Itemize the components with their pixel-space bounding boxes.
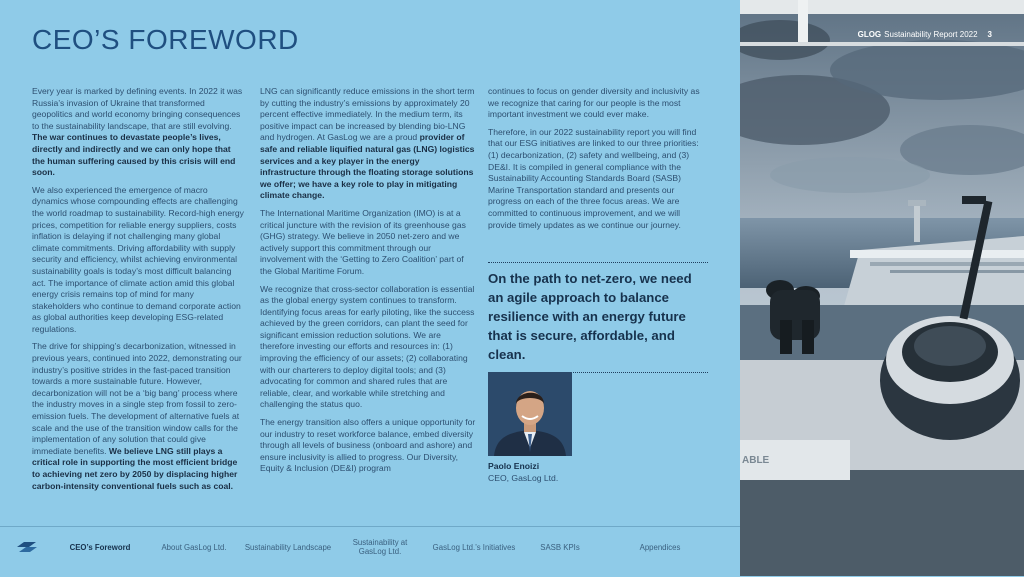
report-header: [858, 30, 992, 39]
paragraph-bold: The war continues to devastate people’s lives, directly and indirectly and we can only hope that the human suffering caused by this crisis will end soon.: [32, 132, 236, 178]
text-column-2: [260, 86, 476, 481]
ceo-portrait: [488, 372, 572, 456]
signature-name: Paolo Enoizi: [488, 461, 540, 471]
nav-ceo-foreword[interactable]: CEO’s Foreword: [69, 542, 131, 552]
paragraph-bold: We believe LNG still plays a critical role in supporting the most efficient bridge to achieving net zero by 2050 by displacing higher carbon-intensity conventional fuels such as coal.: [32, 445, 238, 491]
paragraph: The International Maritime Organization (IMO) is at a critical juncture with the revision of its greenhouse gas (GHG) strategy. We believe in 2050 net-zero and we actively support this commitment through our involvement with the ‘Getting to Zero Coalition’ part of the Global Maritime Forum.: [260, 207, 466, 276]
signature-role: CEO, GasLog Ltd.: [488, 473, 559, 483]
photo-caption: ABLE: [742, 455, 770, 466]
nav-sustainability-at-gaslog[interactable]: Sustainability at GasLog Ltd.: [352, 538, 408, 556]
pull-quote: On the path to net-zero, we need an agile approach to balance resilience with an energy future that is secure, affordable, and clean.: [488, 262, 708, 373]
paragraph: The energy transition also offers a unique opportunity for our industry to reset workforce balance, embed diversity through all levels of business (onboard and ashore) and ensure inclusivity is allied to progress. Our Diversity, Equity & Inclusion (DE&I) program: [260, 417, 476, 474]
nav-about-gaslog[interactable]: About GasLog Ltd.: [161, 542, 227, 552]
ship-deck-photo: [740, 0, 1024, 576]
paragraph-bold: provider of safe and reliable liquified natural gas (LNG) logistics services and a key player in the energy infrastructure through the floating storage solutions we offer; we have a key role to play in mitigating climate change.: [260, 132, 475, 201]
nav-appendices[interactable]: Appendices: [639, 542, 681, 552]
paragraph: We recognize that cross-sector collaboration is essential as the global energy system continues to transform. Identifying focus areas for early piloting, like the success achieved by the green corridors, can plant the seed for significant emission reduction solutions. We are therefore investing our efforts and resources in: (1) improving the efficiency of our assets; (2) collaborating with our charterers to deploy digital tools; and (3) advocating for common and shared rules that are reliable, clear, and workable while stretching and challenging the status quo.: [260, 283, 475, 410]
paragraph: [32, 86, 244, 179]
footer-nav: [0, 526, 740, 577]
page-number: 3: [987, 30, 992, 39]
nav-sasb-kpis[interactable]: SASB KPIs: [540, 542, 580, 552]
paragraph: continues to focus on gender diversity and inclusivity as we recognize that caring for our people is the most important investment we could ever make.: [488, 86, 700, 120]
brand-label: GLOG: [857, 30, 882, 39]
paragraph: Therefore, in our 2022 sustainability report you will find that our ESG initiatives are linked to our three priorities: (1) decarbonization, (2) safety and wellbeing, and (3) DE&I. It is compiled in general compliance with the Sustainability Accounting Standards Board (SASB) Marine Transportation standard and presents our progress on each of the three focus areas. We are committed to continuous improvement, and we will provide timely updates as we continue our journey.: [488, 126, 699, 230]
paragraph-text: Every year is marked by defining events. In 2022 it was Russia’s invasion of Ukraine that transformed geopolitics and world economy bringing consequences to the sustainability landscape, that are still evolving.: [32, 86, 243, 131]
paragraph-text: The drive for shipping’s decarbonization, witnessed in previous years, continued into 2022, demonstrating our industry’s positive strides in the fast-paced transition towards a more sustainable future. However, decarbonization will not be a ‘big bang’ process where the industry moves in a single step from fossil to zero-emission fuels. The development of alternative fuels at scale and the use of the transition window calls for the implementation of any solution that could give immediate benefits.: [32, 341, 242, 456]
nav-sustainability-landscape[interactable]: Sustainability Landscape: [244, 542, 332, 552]
paragraph-text: LNG can significantly reduce emissions in the short term by cutting the industry’s emissions by approximately 20 percent effective immediately. In the medium term, its positive impact can be increased by blending bio-LNG and hydrogen. At GasLog we are a proud: [260, 86, 475, 143]
ship-photo: [740, 0, 1024, 576]
report-title: Sustainability Report 2022: [884, 30, 978, 39]
paragraph: We also experienced the emergence of macro dynamics whose compounding effects are challenging the world roadmap to sustainability. Record-high energy prices, competition for reliable energy suppliers, costs inflation is delaying if not challenging many global climate commitments. Driving affordability with supply security and efficiency, whilst achieving environmental sustainability goals is today’s most difficult balancing act. The importance of climate action amid this global energy crisis remains top of mind for many stakeholders who continue to demand corporate action as global authorities keep developing ESG-related regulations.: [32, 184, 244, 334]
nav-gaslog-initiatives[interactable]: GasLog Ltd.’s Initiatives: [432, 542, 516, 552]
gaslog-logo-icon[interactable]: [16, 541, 38, 553]
signature: [488, 460, 558, 484]
paragraph: [260, 86, 476, 202]
person-icon: [488, 372, 572, 456]
page-title: CEO’S FOREWORD: [32, 24, 299, 55]
text-column-3: [488, 86, 708, 237]
text-column-1: [32, 86, 244, 498]
paragraph: [32, 341, 244, 492]
